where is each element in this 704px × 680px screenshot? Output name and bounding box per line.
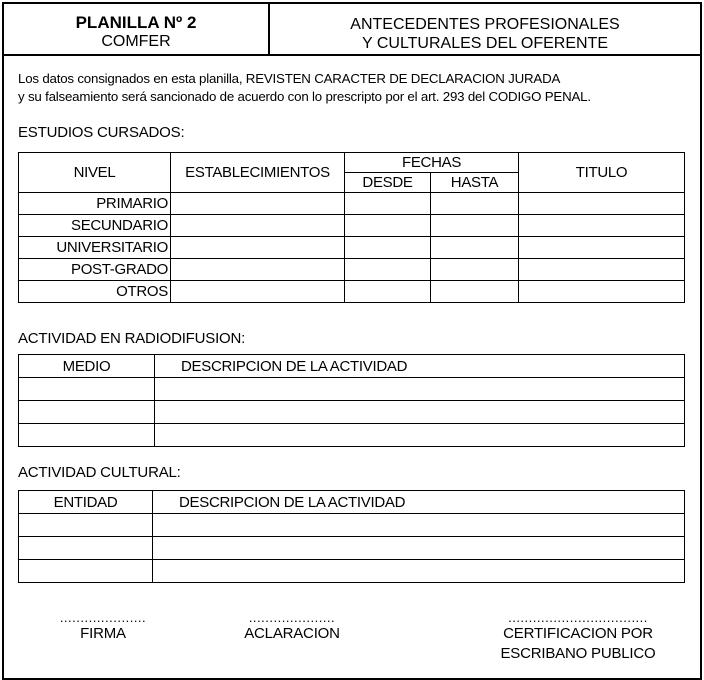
form-id-box bbox=[4, 4, 270, 56]
input-cell[interactable] bbox=[19, 560, 153, 583]
cultural-table bbox=[18, 490, 685, 583]
input-cell[interactable] bbox=[519, 281, 685, 303]
input-cell[interactable] bbox=[519, 193, 685, 215]
input-cell[interactable] bbox=[519, 259, 685, 281]
studies-title: ESTUDIOS CURSADOS: bbox=[18, 124, 185, 141]
signature-certificacion bbox=[474, 612, 682, 664]
col-descripcion: DESCRIPCION DE LA ACTIVIDAD bbox=[153, 491, 685, 514]
col-establecimientos: ESTABLECIMIENTOS bbox=[171, 153, 345, 193]
input-cell[interactable] bbox=[345, 215, 431, 237]
level-universitario: UNIVERSITARIO bbox=[19, 237, 171, 259]
table-row bbox=[19, 378, 685, 401]
input-cell[interactable] bbox=[171, 259, 345, 281]
legal-notice-line1: Los datos consignados en esta planilla, REVISTEN CARACTER DE DECLARACION JURADA bbox=[18, 71, 561, 86]
input-cell[interactable] bbox=[345, 237, 431, 259]
table-row bbox=[19, 560, 685, 583]
input-cell[interactable] bbox=[431, 215, 519, 237]
col-desde: DESDE bbox=[345, 173, 431, 193]
table-row bbox=[19, 401, 685, 424]
table-row bbox=[19, 281, 685, 303]
form-title: PLANILLA Nº 2 bbox=[75, 13, 197, 32]
table-row bbox=[19, 193, 685, 215]
input-cell[interactable] bbox=[153, 514, 685, 537]
signature-firma-label: FIRMA bbox=[80, 625, 126, 642]
input-cell[interactable] bbox=[171, 215, 345, 237]
signature-aclaracion-label: ACLARACION bbox=[244, 625, 340, 642]
radio-title: ACTIVIDAD EN RADIODIFUSION: bbox=[18, 330, 246, 347]
input-cell[interactable] bbox=[171, 193, 345, 215]
input-cell[interactable] bbox=[345, 259, 431, 281]
legal-notice bbox=[18, 70, 591, 106]
level-post-grado: POST-GRADO bbox=[19, 259, 171, 281]
studies-table bbox=[18, 152, 685, 303]
input-cell[interactable] bbox=[155, 424, 685, 447]
form-heading-line1: ANTECEDENTES PROFESIONALES bbox=[350, 16, 620, 33]
input-cell[interactable] bbox=[171, 281, 345, 303]
input-cell[interactable] bbox=[171, 237, 345, 259]
level-primario: PRIMARIO bbox=[19, 193, 171, 215]
input-cell[interactable] bbox=[19, 514, 153, 537]
input-cell[interactable] bbox=[155, 401, 685, 424]
signature-line[interactable]: .................................. bbox=[508, 610, 648, 625]
col-entidad: ENTIDAD bbox=[19, 491, 153, 514]
table-row bbox=[19, 514, 685, 537]
col-nivel: NIVEL bbox=[19, 153, 171, 193]
table-row bbox=[19, 259, 685, 281]
level-otros: OTROS bbox=[19, 281, 171, 303]
form-agency: COMFER bbox=[101, 33, 171, 50]
form-heading-line2: Y CULTURALES DEL OFERENTE bbox=[362, 35, 608, 52]
signature-line[interactable]: ..................... bbox=[248, 610, 336, 625]
signature-aclaracion bbox=[230, 612, 354, 644]
table-row bbox=[19, 237, 685, 259]
level-secundario: SECUNDARIO bbox=[19, 215, 171, 237]
input-cell[interactable] bbox=[19, 401, 155, 424]
input-cell[interactable] bbox=[431, 281, 519, 303]
col-titulo: TITULO bbox=[519, 153, 685, 193]
col-medio: MEDIO bbox=[19, 355, 155, 378]
table-row bbox=[19, 424, 685, 447]
radio-table bbox=[18, 354, 685, 447]
col-fechas: FECHAS bbox=[345, 153, 519, 173]
input-cell[interactable] bbox=[519, 237, 685, 259]
table-row bbox=[19, 537, 685, 560]
input-cell[interactable] bbox=[19, 378, 155, 401]
signature-firma bbox=[40, 612, 166, 644]
input-cell[interactable] bbox=[431, 237, 519, 259]
legal-notice-line2: y su falseamiento será sancionado de acuerdo con lo prescripto por el art. 293 del CODIGO PENAL. bbox=[18, 89, 591, 104]
input-cell[interactable] bbox=[431, 259, 519, 281]
signature-cert-line2: ESCRIBANO PUBLICO bbox=[500, 645, 656, 662]
signature-cert-line1: CERTIFICACION POR bbox=[503, 625, 653, 642]
col-descripcion: DESCRIPCION DE LA ACTIVIDAD bbox=[155, 355, 685, 378]
form-heading-box bbox=[270, 4, 700, 56]
input-cell[interactable] bbox=[431, 193, 519, 215]
signature-line[interactable]: ..................... bbox=[59, 610, 147, 625]
input-cell[interactable] bbox=[345, 193, 431, 215]
table-row bbox=[19, 215, 685, 237]
input-cell[interactable] bbox=[153, 537, 685, 560]
cultural-title: ACTIVIDAD CULTURAL: bbox=[18, 464, 181, 481]
input-cell[interactable] bbox=[345, 281, 431, 303]
col-hasta: HASTA bbox=[431, 173, 519, 193]
form-sheet bbox=[2, 2, 702, 680]
input-cell[interactable] bbox=[519, 215, 685, 237]
input-cell[interactable] bbox=[19, 537, 153, 560]
input-cell[interactable] bbox=[155, 378, 685, 401]
input-cell[interactable] bbox=[153, 560, 685, 583]
input-cell[interactable] bbox=[19, 424, 155, 447]
